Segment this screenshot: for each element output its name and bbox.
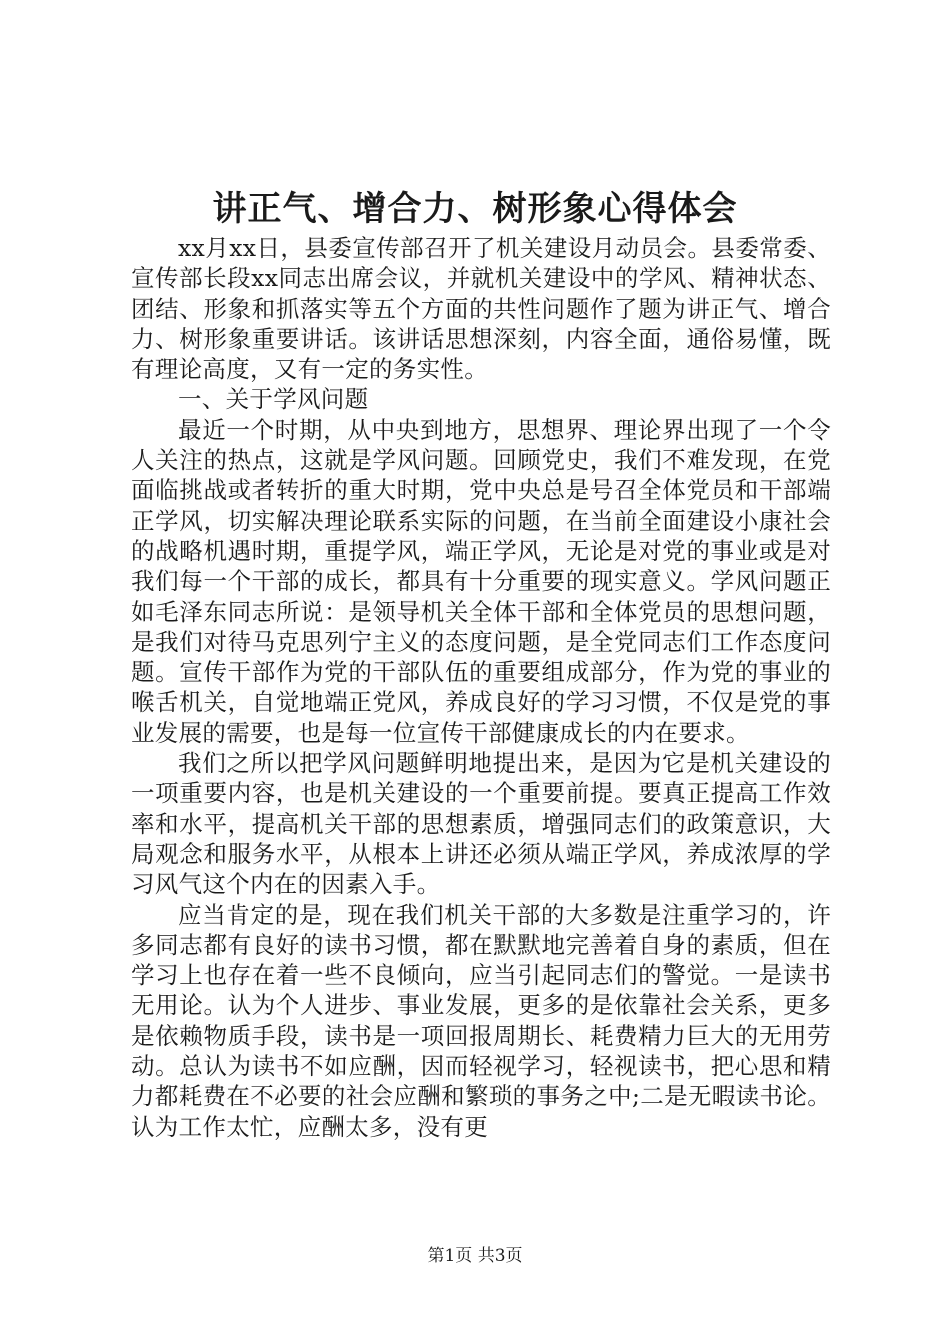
- section-heading: 一、关于学风问题: [178, 385, 369, 414]
- paragraph-study-style: 最近一个时期，从中央到地方，思想界、理论界出现了一个令人关注的热点，这就是学风问题。回顾党史，我们不难发现，在党面临挑战或者转折的重大时期，党中央总是号召全体党员和干部端正学风，切实解决理论联系实际的问题，在当前全面建设小康社会的战略机遇时期，重提学风，端正学风，无论是对党的事业或是对我们每一个干部的成长，都具有十分重要的现实意义。学风问题正如毛泽东同志所说：是领导机关全体干部和全体党员的思想问题，是我们对待马克思列宁主义的态度问题，是全党同志们工作态度问题。宣传干部作为党的干部队伍的重要组成部分，作为党的事业的喉舌机关，自觉地端正党风，养成良好的学习习惯，不仅是党的事业发展的需要，也是每一位宣传干部健康成长的内在要求。: [131, 415, 831, 747]
- paragraph-reason: 我们之所以把学风问题鲜明地提出来，是因为它是机关建设的一项重要内容，也是机关建设的一个重要前提。要真正提高工作效率和水平，提高机关干部的思想素质，增强同志们的政策意识，大局观念和服务水平，从根本上讲还必须从端正学风，养成浓厚的学习风气这个内在的因素入手。: [131, 749, 831, 899]
- page-footer: 第1页 共3页: [427, 1246, 523, 1266]
- document-body: [131, 233, 831, 1142]
- paragraph-tendencies: 应当肯定的是，现在我们机关干部的大多数是注重学习的，许多同志都有良好的读书习惯，都在默默地完善着自身的素质，但在学习上也存在着一些不良倾向，应当引起同志们的警觉。一是读书无用论。认为个人进步、事业发展，更多的是依靠社会关系，更多是依赖物质手段，读书是一项回报周期长、耗费精力巨大的无用劳动。总认为读书不如应酬，因而轻视学习，轻视读书，把心思和精力都耗费在不必要的社会应酬和繁琐的事务之中;二是无暇读书论。认为工作太忙，应酬太多，没有更: [131, 900, 831, 1141]
- document-title: 讲正气、增合力、树形象心得体会: [212, 189, 738, 229]
- paragraph-intro: xx月xx日，县委宣传部召开了机关建设月动员会。县委常委、宣传部长段xx同志出席会议，并就机关建设中的学风、精神状态、团结、形象和抓落实等五个方面的共性问题作了题为讲正气、增合力、树形象重要讲话。该讲话思想深刻，内容全面，通俗易懂，既有理论高度，又有一定的务实性。: [131, 234, 831, 384]
